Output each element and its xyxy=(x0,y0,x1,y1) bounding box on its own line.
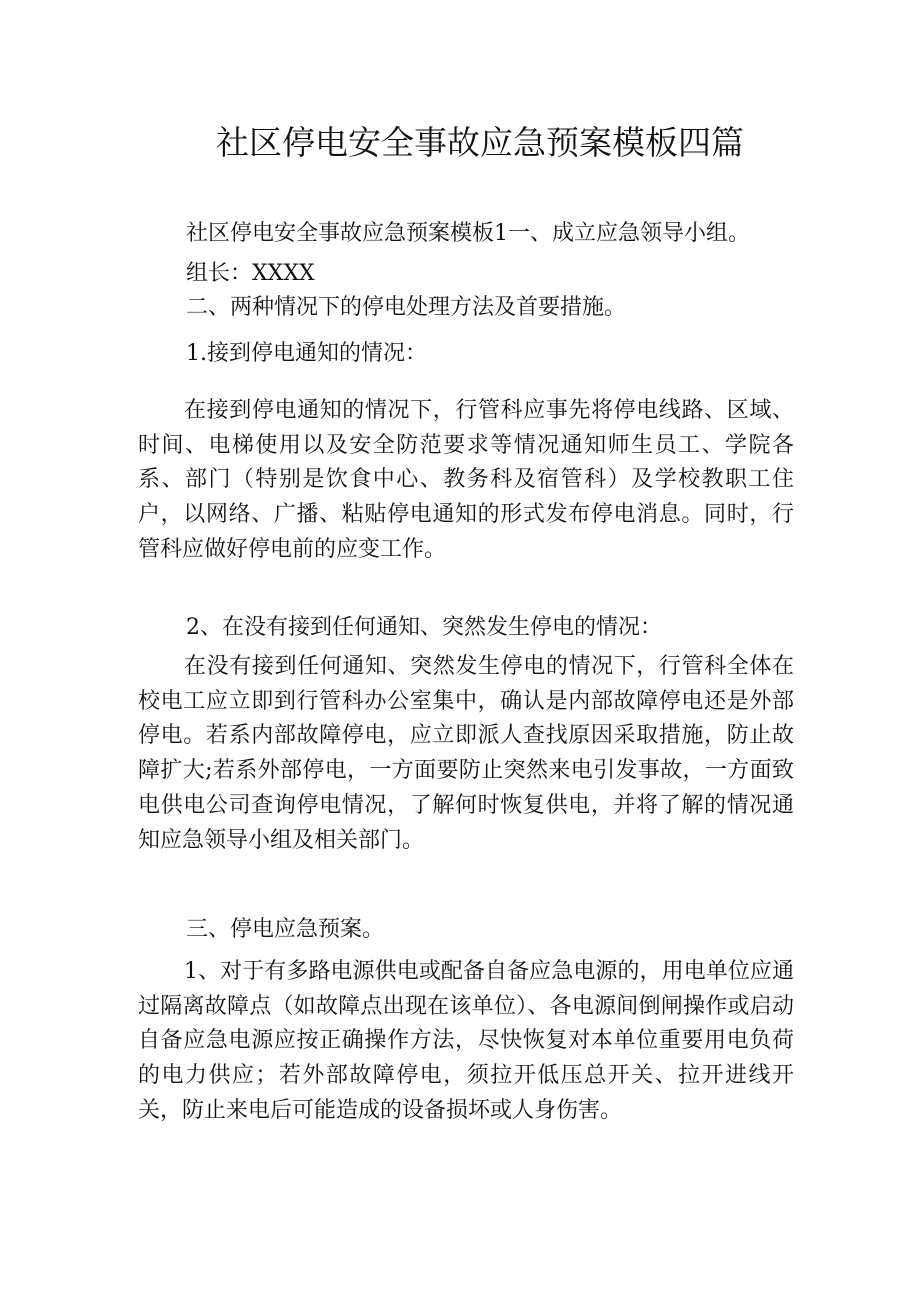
item-two-body: 在没有接到任何通知、突然发生停电的情况下，行管科全体在校电工应立即到行管科办公室集中，确认是内部故障停电还是外部停电。若系内部故障停电，应立即派人查找原因采取措施，防止故障扩大;若系外部停电，一方面要防止突然来电引发事故，一方面致电供电公司查询停电情况，了解何时恢复供电，并将了解的情况通知应急领导小组及相关部门。 xyxy=(138,654,794,853)
item-one-heading: 1.接到停电通知的情况： xyxy=(186,341,427,366)
leader-line: 组长：XXXX xyxy=(186,261,315,286)
document-title: 社区停电安全事故应急预案模板四篇 xyxy=(216,123,744,162)
item-two-heading: 2、在没有接到任何通知、突然发生停电的情况： xyxy=(186,615,662,640)
item-one-body: 在接到停电通知的情况下，行管科应事先将停电线路、区域、时间、电梯使用以及安全防范要求等情况通知师生员工、学院各系、部门（特别是饮食中心、教务科及宿管科）及学校教职工住户，以网络、广播、粘贴停电通知的形式发布停电消息。同时，行管科应做好停电前的应变工作。 xyxy=(138,398,794,562)
section-three-heading: 三、停电应急预案。 xyxy=(186,917,385,942)
section-three-item-one: 1、对于有多路电源供电或配备自备应急电源的，用电单位应通过隔离故障点（如故障点出现在该单位）、各电源间倒闸操作或启动自备应急电源应按正确操作方法，尽快恢复对本单位重要用电负荷的电力供应；若外部故障停电，须拉开低压总开关、拉开进线开关，防止来电后可能造成的设备损坏或人身伤害。 xyxy=(138,959,794,1123)
intro-line: 社区停电安全事故应急预案模板1一、成立应急领导小组。 xyxy=(186,221,750,246)
section-two-heading: 二、两种情况下的停电处理方法及首要措施。 xyxy=(186,295,627,320)
